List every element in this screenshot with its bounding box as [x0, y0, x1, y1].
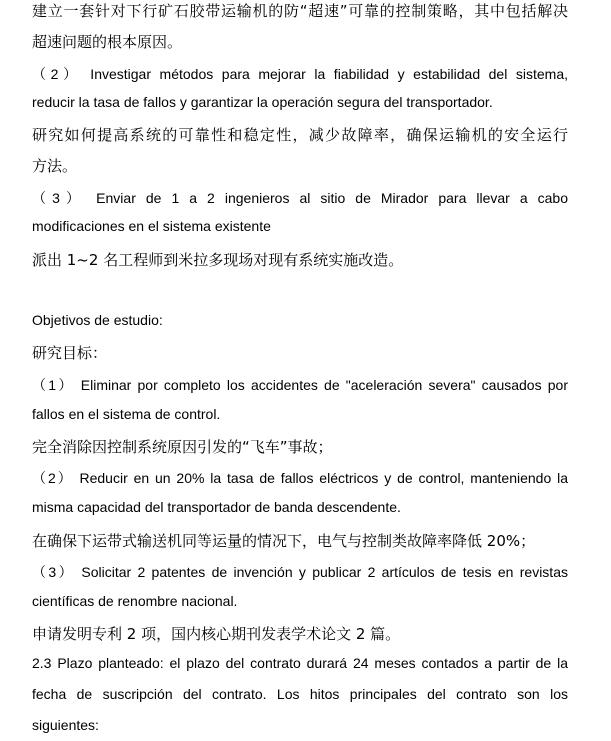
paragraph-line: fecha de suscripción del contrato. Los hitos principales del contrato son los	[32, 686, 568, 702]
paragraph-line: misma capacidad del transportador de banda descendente.	[32, 499, 401, 515]
paragraph-line: 建立一套针对下行矿石胶带运输机的防“超速”可靠的控制策略，其中包括解决	[32, 2, 568, 20]
section-heading: 研究目标：	[32, 344, 108, 362]
paragraph-line: 申请发明专利 2 项，国内核心期刊发表学术论文 2 篇。	[32, 625, 401, 643]
paragraph-line: （1） Eliminar por completo los accidentes de "aceleración severa" causados por	[32, 377, 568, 393]
paragraph-line: 方法。	[32, 157, 78, 175]
paragraph-line: 研究如何提高系统的可靠性和稳定性，减少故障率，确保运输机的安全运行	[32, 126, 568, 144]
paragraph-line: （3） Solicitar 2 patentes de invención y publicar 2 artículos de tesis en revistas	[32, 564, 568, 580]
paragraph-line: fallos en el sistema de control.	[32, 406, 221, 422]
paragraph-line: 完全消除因控制系统原因引发的“飞车”事故；	[32, 438, 333, 456]
paragraph-line: （2） Investigar métodos para mejorar la fiabilidad y estabilidad del sistema,	[32, 66, 568, 82]
paragraph-line: siguientes:	[32, 717, 99, 733]
paragraph-line: 超速问题的根本原因。	[32, 33, 183, 51]
paragraph-line: científicas de renombre nacional.	[32, 593, 238, 609]
paragraph-line: （3） Enviar de 1 a 2 ingenieros al sitio de Mirador para llevar a cabo	[32, 190, 568, 206]
paragraph-line: （2） Reducir en un 20% la tasa de fallos eléctricos y de control, manteniendo la	[32, 470, 568, 486]
paragraph-line: 2.3 Plazo planteado: el plazo del contrato durará 24 meses contados a partir de la	[32, 655, 568, 671]
section-heading: Objetivos de estudio:	[32, 312, 163, 328]
paragraph-line: 派出 1~2 名工程师到米拉多现场对现有系统实施改造。	[32, 251, 404, 269]
paragraph-line: 在确保下运带式输送机同等运量的情况下，电气与控制类故障率降低 20%；	[32, 532, 536, 550]
paragraph-line: modificaciones en el sistema existente	[32, 218, 271, 234]
paragraph-line: reducir la tasa de fallos y garantizar la operación segura del transportador.	[32, 94, 493, 110]
